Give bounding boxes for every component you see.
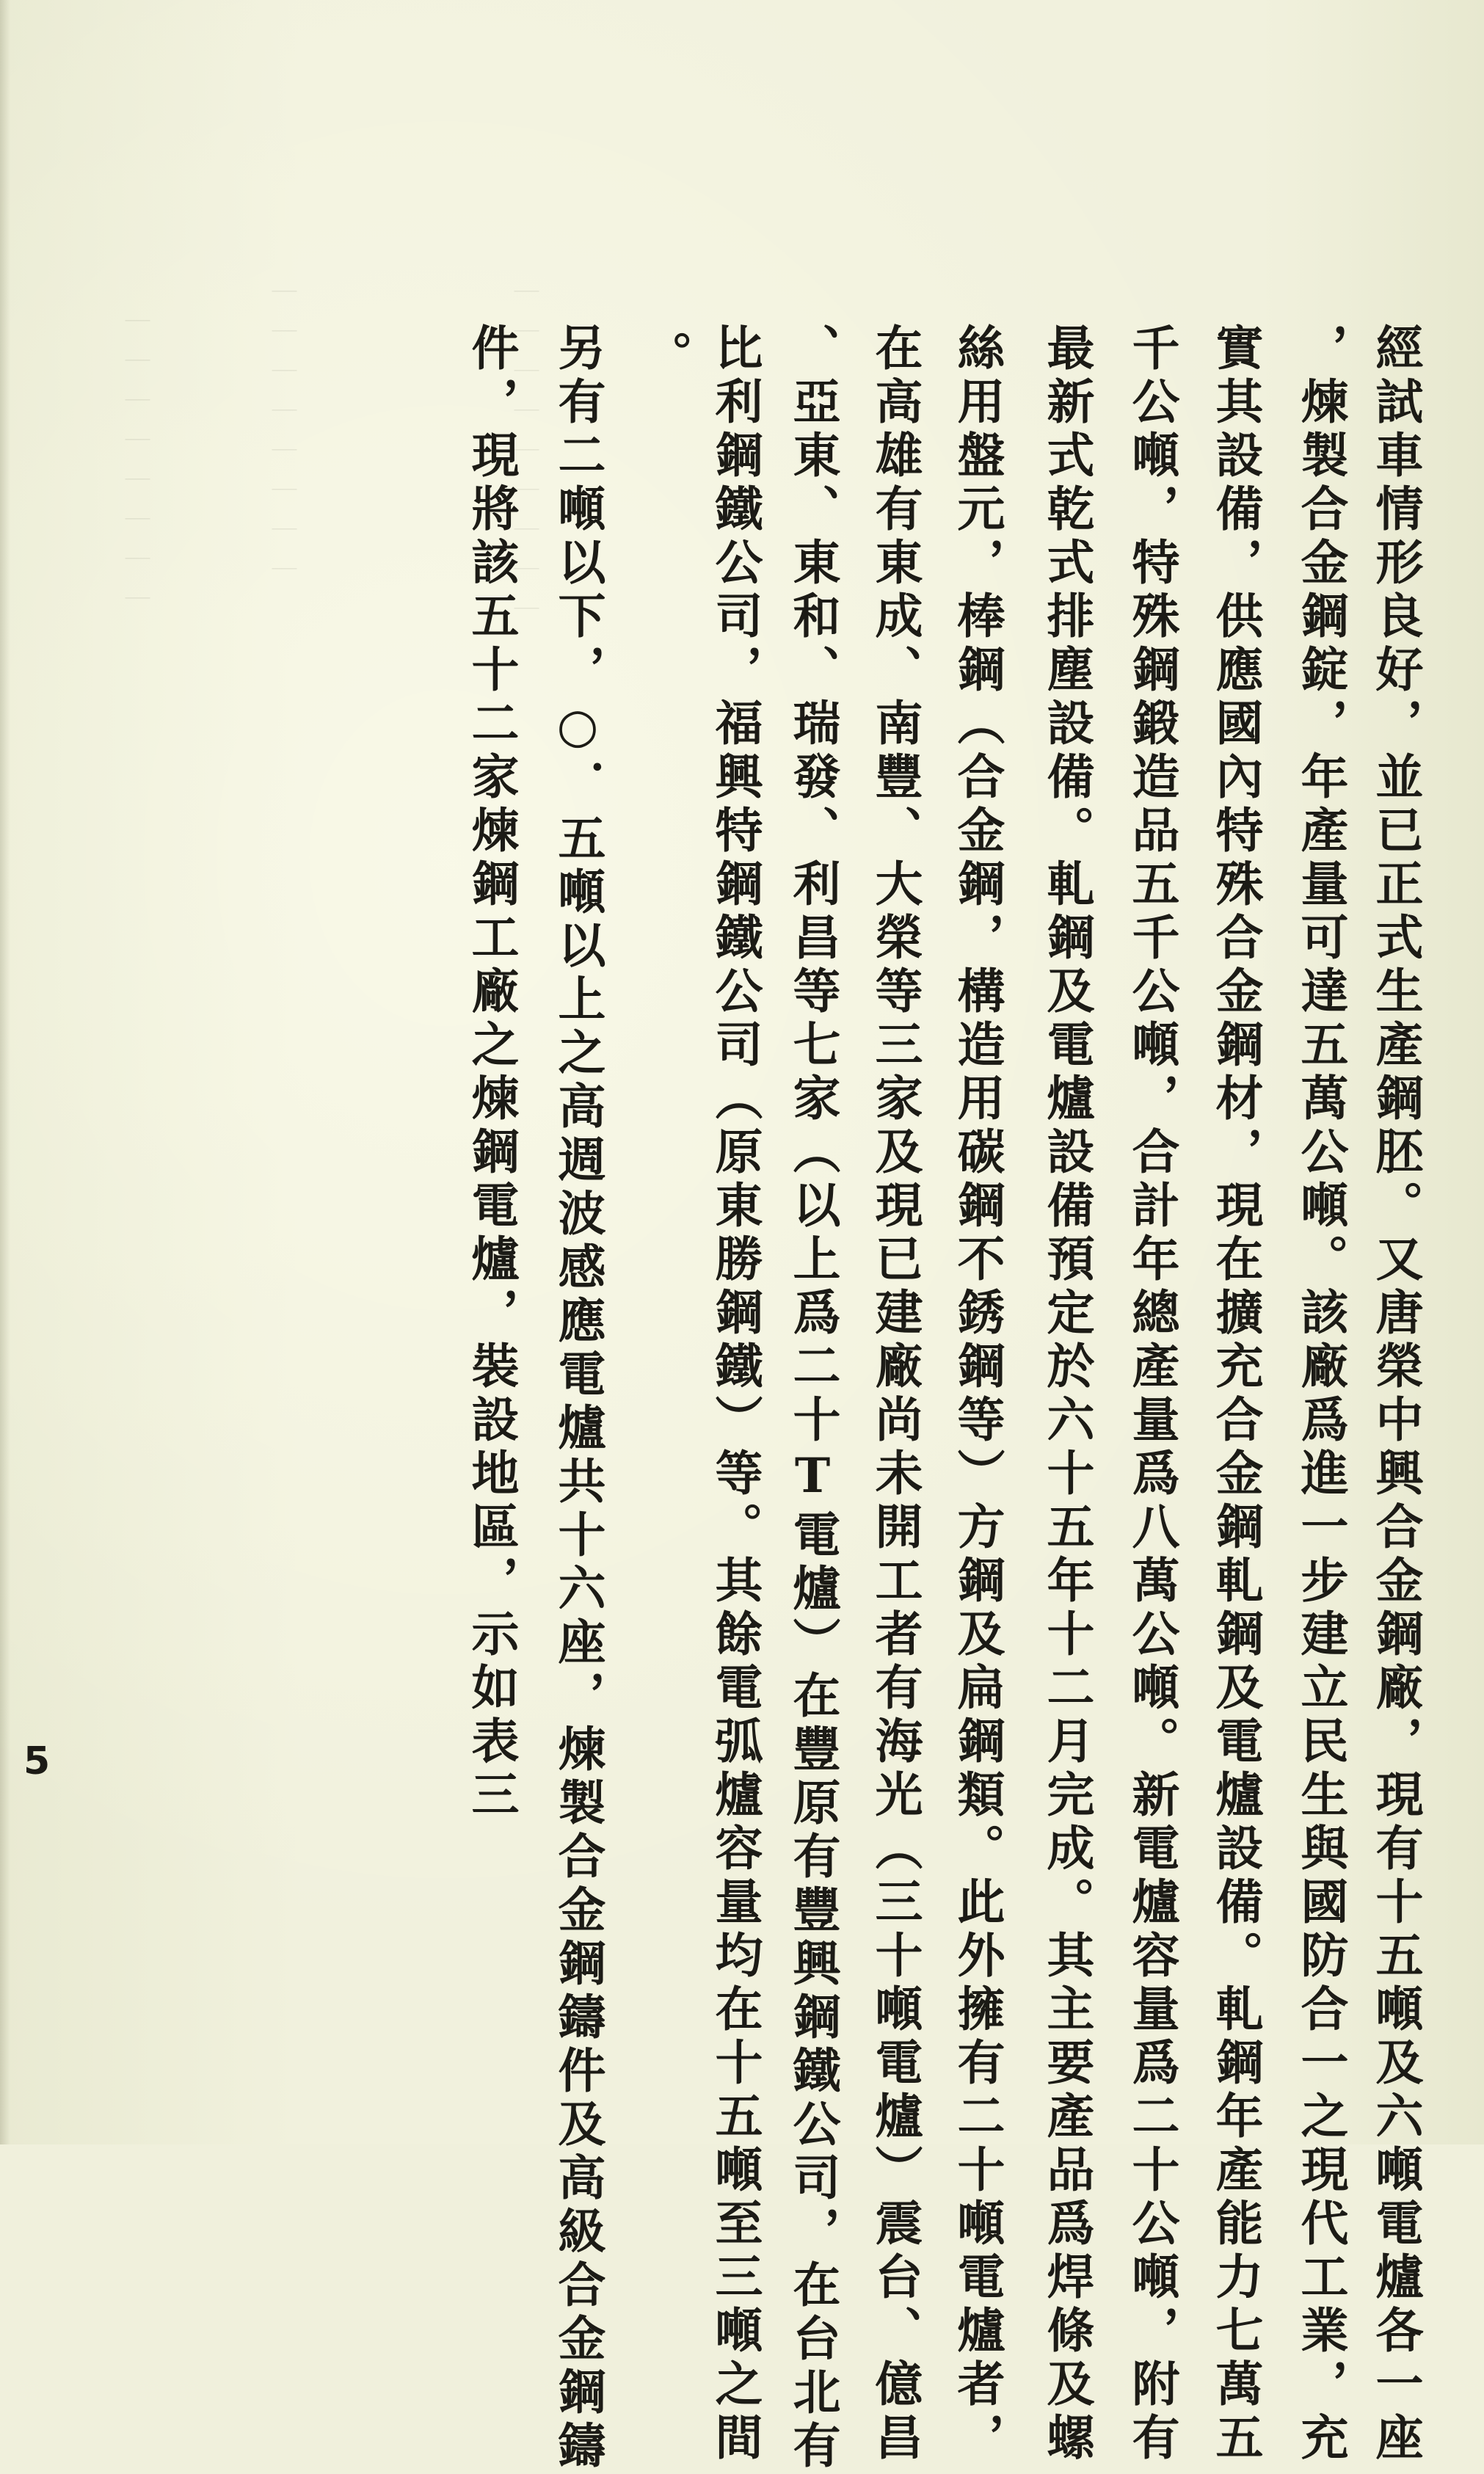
text-column-3: 實其設備，供應國內特殊合金鋼材，現在擴充合金鋼軋鋼及電爐設備。軋鋼年產能力七萬五 [1207,323,1263,2466]
text-column-12: 件，現將該五十二家煉鋼工廠之煉鋼電爐，裝設地區，示如表三 [463,323,519,1823]
text-column-9: 比利鋼鐵公司，福興特鋼鐵公司（原東勝鋼鐵）等。其餘電弧爐容量均在十五噸至三噸之間 [707,323,763,2466]
text-column-7: 在高雄有東成、南豐、大榮等三家及現已建廠尚未開工者有海光（三十噸電爐）震台、億昌 [867,323,923,2466]
page-number: 5 [23,1739,51,1783]
page-gutter-shadow [0,0,10,2144]
text-column-5: 最新式乾式排塵設備。軋鋼及電爐設備預定於六十五年十二月完成。其主要產品爲焊條及螺 [1039,323,1094,2466]
bleed-through-mark: ｜｜｜｜｜｜｜｜ [267,279,297,596]
text-column-4: 千公噸，特殊鋼鍛造品五千公噸，合計年總產量爲八萬公噸。新電爐容量爲二十公噸，附有 [1124,323,1179,2466]
bleed-through-mark: ｜｜｜｜｜｜｜｜ [120,308,150,625]
text-column-1: 經試車情形良好，並已正式生產鋼胚。又唐榮中興合金鋼廠，現有十五噸及六噸電爐各一座 [1367,323,1423,2466]
text-column-6: 絲用盤元，棒鋼（合金鋼，構造用碳鋼不銹鋼等）方鋼及扁鋼類。此外擁有二十噸電爐者， [949,323,1005,2466]
text-column-8: 、亞東、東和、瑞發、利昌等七家（以上爲二十T電爐）在豐原有豐興鋼鐵公司，在台北有 [785,323,840,2474]
text-column-2: ，煉製合金鋼錠，年產量可達五萬公噸。該廠爲進一步建立民生與國防合一之現代工業，充 [1292,323,1348,2466]
bleed-through-mark: ｜｜｜｜｜｜｜｜｜ [509,279,539,636]
text-column-10: 。 [636,330,692,384]
text-column-11: 另有二噸以下，○．五噸以上之高週波感應電爐共十六座，煉製合金鋼鑄件及高級合金鋼鑄 [550,323,605,2474]
